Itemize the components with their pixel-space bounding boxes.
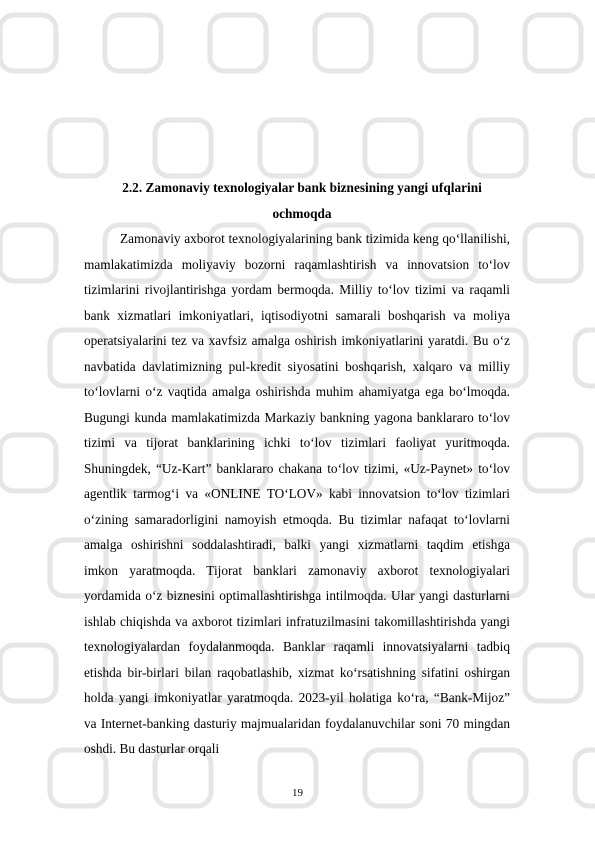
watermark-shape [525, 645, 581, 701]
section-heading-line-1: 2.2. Zamonaviy texnologiyalar bank biznesining yangi ufqlarini [122, 180, 482, 195]
watermark-shape [0, 435, 56, 491]
section-heading [92, 175, 512, 226]
watermark-shape [575, 540, 595, 596]
watermark-shape [0, 225, 56, 281]
watermark-shape [575, 120, 595, 176]
watermark-shape [105, 15, 161, 71]
watermark-shape [0, 645, 56, 701]
page-number: 19 [292, 787, 303, 799]
body-paragraph: Zamonaviy axborot texnologiyalarining bank tizimida keng qo‘llanilishi, mamlakatimizda moliyaviy bozorni raqamlashtirish va innovatsion to‘lov tizimlarini rivojlantirishga yordam bermoqda. Milliy to‘lov tizimi va raqamli bank xizmatlari imkoniyatlari, iqtisodiyotni samarali boshqarish va moliya operatsiyalarini tez va xavfsiz amalga oshirish imkoniyatlarini yaratdi. Bu o‘z navbatida davlatimizning pul-kredit siyosatini boshqarish, xalqaro va milliy to‘lovlarni o‘z vaqtida amalga oshirishda muhim ahamiyatga ega bo‘lmoqda. Bugungi kunda mamlakatimizda Markaziy bankning yagona banklararo to‘lov tizimi va tijorat banklarining ichki to‘lov tizimlari faoliyat yuritmoqda. Shuningdek, “Uz-Kart” banklararo chakana to‘lov tizimi, «Uz-Paynet» to‘lov agentlik tarmog‘i va «ONLINE TO‘LOV» kabi innovatsion to‘lov tizimlari o‘zining samaradorligini namoyish etmoqda. Bu tizimlar nafaqat to‘lovlarni amalga oshirishni soddalashtiradi, balki yangi xizmatlarni taqdim etishga imkon yaratmoqda. Tijorat banklari zamonaviy axborot texnologiyalari yordamida o‘z biznesini optimallashtirishga intilmoqda. Ular yangi dasturlarni ishlab chiqishda va axborot tizimlari infratuzilmasini takomillashtirishda yangi texnologiyalardan foydalanmoqda. Banklar raqamli innovatsiyalarni tadbiq etishda bir-birlari bilan raqobatlashib, xizmat ko‘rsatishning sifatini oshirgan holda yangi imkoniyatlar yaratmoqda. 2023-yil holatiga ko‘ra, “Bank-Mijoz” va Internet-banking dasturiy majmualaridan foydalanuvchilar soni 70 mingdan oshdi. Bu dasturlar orqali [84, 231, 510, 756]
watermark-shape [525, 225, 581, 281]
watermark-shape [155, 120, 211, 176]
watermark-shape [365, 120, 421, 176]
watermark-shape [260, 120, 316, 176]
watermark-shape [210, 15, 266, 71]
watermark-shape [575, 330, 595, 386]
watermark-shape [50, 120, 106, 176]
section-heading-line-2: ochmoqda [272, 205, 332, 221]
watermark-shape [420, 15, 476, 71]
watermark-shape [0, 15, 56, 71]
watermark-shape [525, 435, 581, 491]
watermark-shape [315, 15, 371, 71]
watermark-shape [525, 15, 581, 71]
watermark-shape [470, 120, 526, 176]
